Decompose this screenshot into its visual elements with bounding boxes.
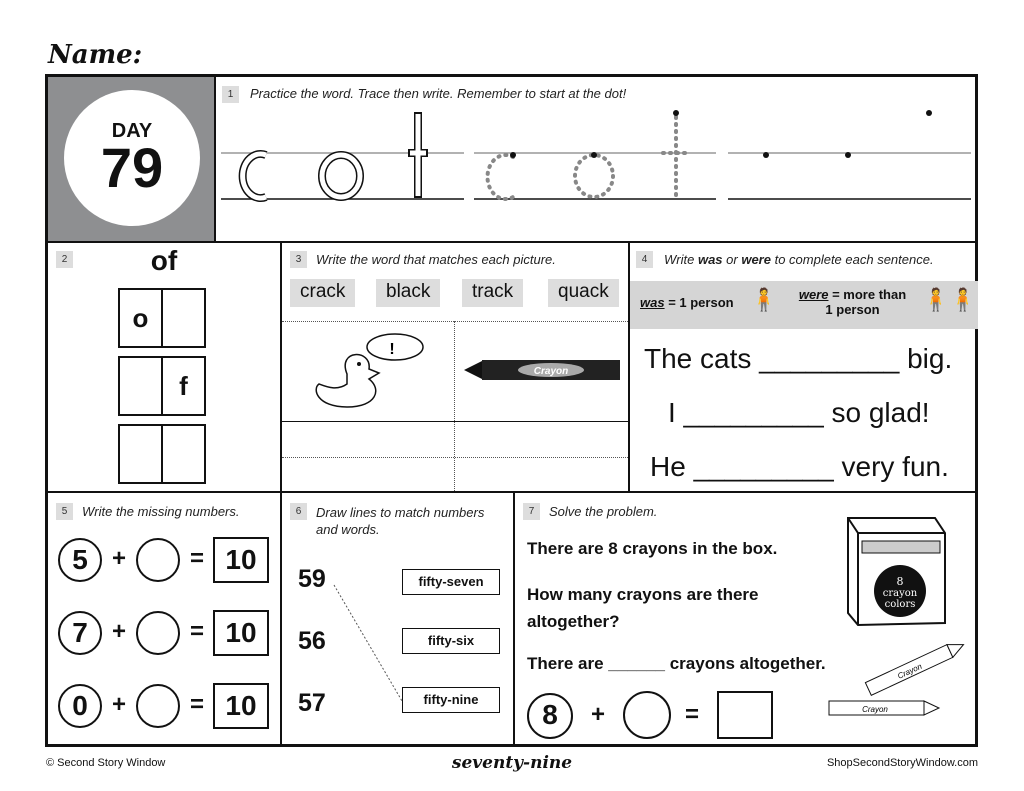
- svg-text:colors: colors: [884, 599, 916, 610]
- instruction: Write: [664, 252, 698, 267]
- section-number: 2: [56, 251, 73, 268]
- section-number: 7: [523, 503, 540, 520]
- plus-sign: +: [112, 618, 127, 645]
- target-word: of: [150, 245, 178, 276]
- trace-word-lines[interactable]: [216, 77, 978, 243]
- letter-box[interactable]: o: [120, 290, 163, 346]
- day-label: DAY: [111, 120, 153, 142]
- letter-box[interactable]: [120, 426, 163, 482]
- section-7: [515, 493, 978, 744]
- word-was: was: [697, 252, 723, 267]
- sum: 10: [213, 610, 269, 656]
- plus-sign: +: [591, 701, 606, 728]
- day-number: 79: [100, 136, 164, 199]
- equals-sign: =: [190, 691, 205, 718]
- section-1: [216, 77, 978, 243]
- crayons-icon: [825, 643, 975, 733]
- blank-circle[interactable]: [136, 538, 180, 582]
- blank-circle[interactable]: [136, 611, 180, 655]
- svg-text:8: 8: [896, 575, 904, 588]
- addend: 7: [58, 611, 102, 655]
- person-icon: 🧍: [750, 287, 778, 312]
- match-number[interactable]: 59: [298, 565, 326, 593]
- svg-text:Crayon: Crayon: [862, 705, 888, 714]
- section-number: 1: [222, 86, 239, 103]
- answer-sentence[interactable]: There are ______ crayons altogether.: [527, 654, 826, 673]
- plus-sign: +: [112, 545, 127, 572]
- section-number: 5: [56, 503, 73, 520]
- addend: 8: [527, 693, 573, 739]
- key-were-text: 1 person: [825, 302, 880, 317]
- plus-sign: +: [112, 691, 127, 718]
- word-choice: quack: [548, 279, 619, 307]
- svg-text:Crayon: Crayon: [533, 366, 569, 377]
- instruction: Solve the problem.: [549, 504, 658, 519]
- match-word[interactable]: fifty-nine: [402, 687, 500, 713]
- match-number[interactable]: 57: [298, 689, 326, 717]
- addend: 0: [58, 684, 102, 728]
- sum: 10: [213, 683, 269, 729]
- match-word[interactable]: fifty-seven: [402, 569, 500, 595]
- section-3: [282, 243, 630, 493]
- instruction: Draw lines to match numbers and words.: [316, 505, 485, 537]
- svg-text:crayon: crayon: [882, 588, 918, 599]
- section-4: [630, 243, 978, 493]
- word-were: were: [741, 252, 771, 267]
- day-word: seventy-nine: [451, 753, 573, 773]
- equals-sign: =: [190, 545, 205, 572]
- word-choice: crack: [290, 279, 355, 307]
- blank-circle[interactable]: [623, 691, 671, 739]
- key-was: was: [640, 295, 665, 310]
- worksheet: [45, 74, 978, 747]
- key-were-text: = more than: [828, 287, 907, 302]
- instruction: Write the word that matches each picture.: [316, 252, 556, 267]
- problem-text: There are 8 crayons in the box.: [527, 539, 778, 558]
- svg-text:Crayon: Crayon: [896, 661, 924, 681]
- duck-icon: [307, 329, 427, 414]
- crayon-box-icon: [840, 503, 970, 633]
- letter-boxes[interactable]: [118, 288, 206, 484]
- letter-box[interactable]: [163, 426, 204, 482]
- section-number: 4: [636, 251, 653, 268]
- section-2: [48, 243, 282, 493]
- instruction: or: [722, 252, 742, 267]
- letter-box[interactable]: f: [179, 371, 188, 401]
- key-was-text: = 1 person: [664, 295, 734, 310]
- example-match-line: [282, 493, 515, 744]
- instruction: Write the missing numbers.: [82, 504, 240, 519]
- word-choice: black: [376, 279, 440, 307]
- section-number: 3: [290, 251, 307, 268]
- copyright: © Second Story Window: [46, 757, 166, 769]
- svg-text:!: !: [389, 341, 395, 358]
- addend: 5: [58, 538, 102, 582]
- sentence[interactable]: The cats _________ big.: [644, 343, 953, 374]
- match-number[interactable]: 56: [298, 627, 326, 655]
- equals-sign: =: [685, 701, 700, 728]
- instruction: Practice the word. Trace then write. Remember to start at the dot!: [250, 86, 627, 101]
- sentence[interactable]: I _________ so glad!: [668, 397, 930, 428]
- instruction: to complete each sentence.: [770, 252, 934, 267]
- answer-box[interactable]: [717, 691, 773, 739]
- match-word[interactable]: fifty-six: [402, 628, 500, 654]
- name-label: Name:: [48, 40, 143, 70]
- day-badge: [48, 77, 216, 243]
- sentence[interactable]: He _________ very fun.: [650, 451, 949, 482]
- crayon-icon: [464, 358, 624, 382]
- letter-box[interactable]: [163, 290, 204, 346]
- website-link[interactable]: ShopSecondStoryWindow.com: [826, 757, 978, 769]
- sum: 10: [213, 537, 269, 583]
- people-icon: 🧍🧍: [922, 287, 977, 312]
- equals-sign: =: [190, 618, 205, 645]
- blank-circle[interactable]: [136, 684, 180, 728]
- was-were-key: [630, 281, 978, 329]
- letter-box[interactable]: [120, 358, 163, 414]
- key-were: were: [798, 287, 829, 302]
- word-choice: track: [462, 279, 523, 307]
- section-number: 6: [290, 503, 307, 520]
- section-6: [282, 493, 515, 744]
- section-5: [48, 493, 282, 744]
- problem-question: How many crayons are there altogether?: [527, 585, 759, 631]
